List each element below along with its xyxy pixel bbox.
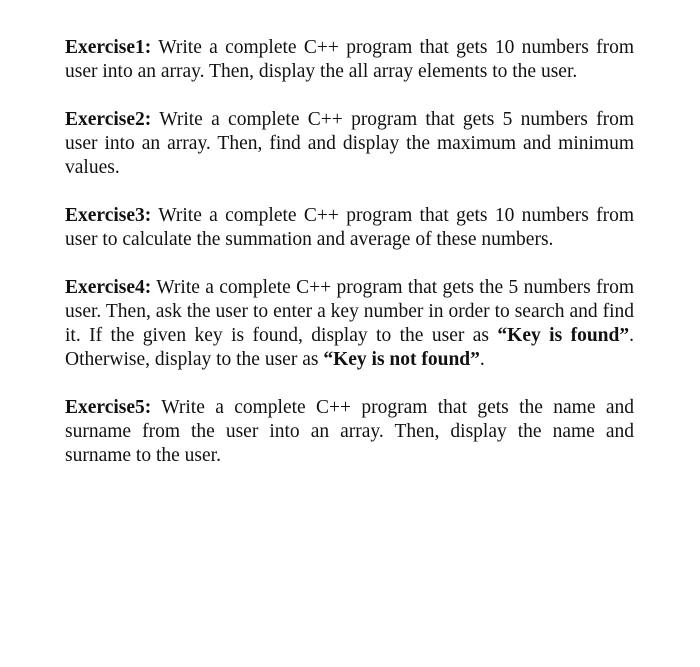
exercise-1-title: Exercise1: xyxy=(65,37,152,58)
exercise-4-title: Exercise4: xyxy=(65,277,152,298)
key-not-found-message: “Key is not found” xyxy=(323,349,480,370)
exercise-2-text: Write a complete C++ program that gets 5 numbers from user into an array. Then, find and display the maximum and minimum values. xyxy=(65,109,634,178)
exercise-5 xyxy=(65,396,634,468)
exercise-4-text-b: . Otherwise, display to the user as xyxy=(65,325,634,370)
exercise-4-text-a: Write a complete C++ program that gets the 5 numbers from user. Then, ask the user to enter a key number in order to search and find it. If the given key is found, display to the user as xyxy=(65,277,634,346)
key-found-message: “Key is found” xyxy=(497,325,630,346)
exercise-2-title: Exercise2: xyxy=(65,109,152,130)
exercise-4 xyxy=(65,276,634,372)
exercise-4-text-c: . xyxy=(479,349,485,370)
exercise-3 xyxy=(65,204,634,252)
exercise-1-text: Write a complete C++ program that gets 10 numbers from user into an array. Then, display the all array elements to the user. xyxy=(65,37,634,82)
exercise-document xyxy=(65,36,634,492)
exercise-1 xyxy=(65,36,634,84)
exercise-2 xyxy=(65,108,634,180)
exercise-5-text: Write a complete C++ program that gets the name and surname from the user into an array. Then, display the name and surname to the user. xyxy=(65,397,634,466)
exercise-3-text: Write a complete C++ program that gets 10 numbers from user to calculate the summation and average of these numbers. xyxy=(65,205,634,250)
exercise-5-title: Exercise5: xyxy=(65,397,152,418)
exercise-3-title: Exercise3: xyxy=(65,205,152,226)
